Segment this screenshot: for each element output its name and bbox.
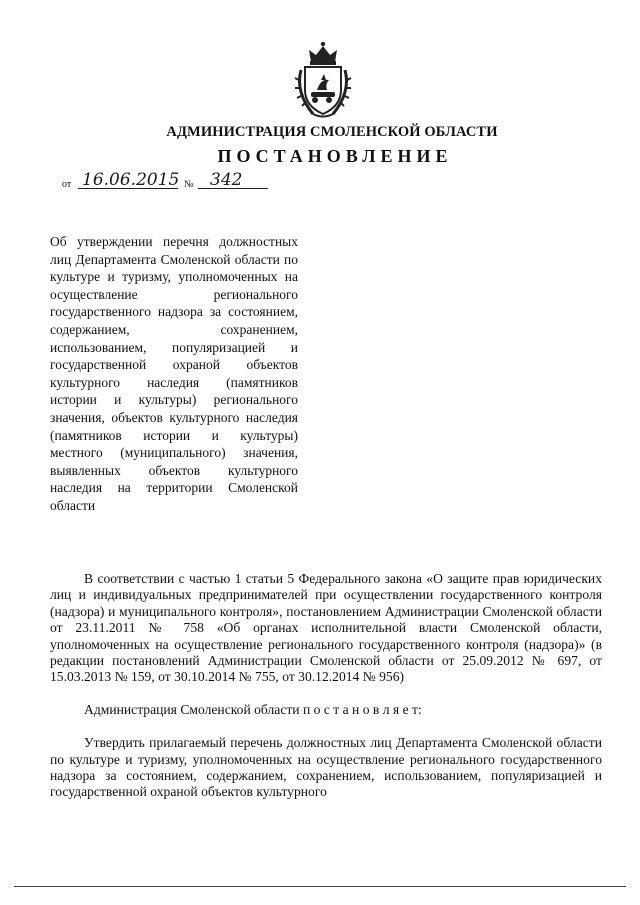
date-from-label: от [62, 179, 72, 190]
organization-title: АДМИНИСТРАЦИЯ СМОЛЕНСКОЙ ОБЛАСТИ [166, 124, 498, 140]
decision-paragraph: Утвердить прилагаемый перечень должностных лиц Департамента Смоленской области по культуре и туризму, уполномоченных на осуществление регионального государственного надзора за состоянием, содержанием, сохранением, использованием, популяризацией и государственной охраной объектов культурного [50, 735, 602, 800]
resolves-paragraph [50, 702, 602, 718]
legal-basis-paragraph: В соответствии с частью 1 статьи 5 Федерального закона «О защите прав юридических лиц и индивидуальных предпринимателей при осуществлении государственного контроля (надзора) и муниципального контроля», постановлением Администрации Смоленской области от 23.11.2011 № 758 «Об органах исполнительной власти Смоленской области, уполномоченных на осуществление регионального государственного контроля (надзора)» (в редакции постановлений Администрации Смоленской области от 25.09.2012 № 697, от 15.03.2013 № 159, от 30.10.2014 № 755, от 30.12.2014 № 956) [50, 571, 602, 685]
number-label: № [184, 179, 194, 190]
date-number-line [62, 170, 302, 194]
document-type-title: ПОСТАНОВЛЕНИЕ [217, 146, 453, 166]
coat-of-arms-icon [291, 40, 355, 120]
page-bottom-rule [14, 886, 626, 887]
document-number: 342 [210, 170, 243, 190]
subject-block: Об утверждении перечня должностных лиц Департамента Смоленской области по культуре и туризму, уполномоченных на осуществление регионального государственного надзора за состоянием, содержанием, сохранением, использованием, популяризацией и государственной охраной объектов культурного наследия (памятников истории и культуры) регионального значения, объектов культурного наследия (памятников истории и культуры) местного (муниципального) значения, выявленных объектов культурного наследия на территории Смоленской области [50, 234, 298, 513]
resolves-verb: п о с т а н о в л я е т: [302, 701, 422, 717]
resolves-subject: Администрация Смоленской области [84, 701, 300, 717]
document-date: 16.06.2015 [82, 170, 180, 190]
document-body [50, 571, 602, 801]
